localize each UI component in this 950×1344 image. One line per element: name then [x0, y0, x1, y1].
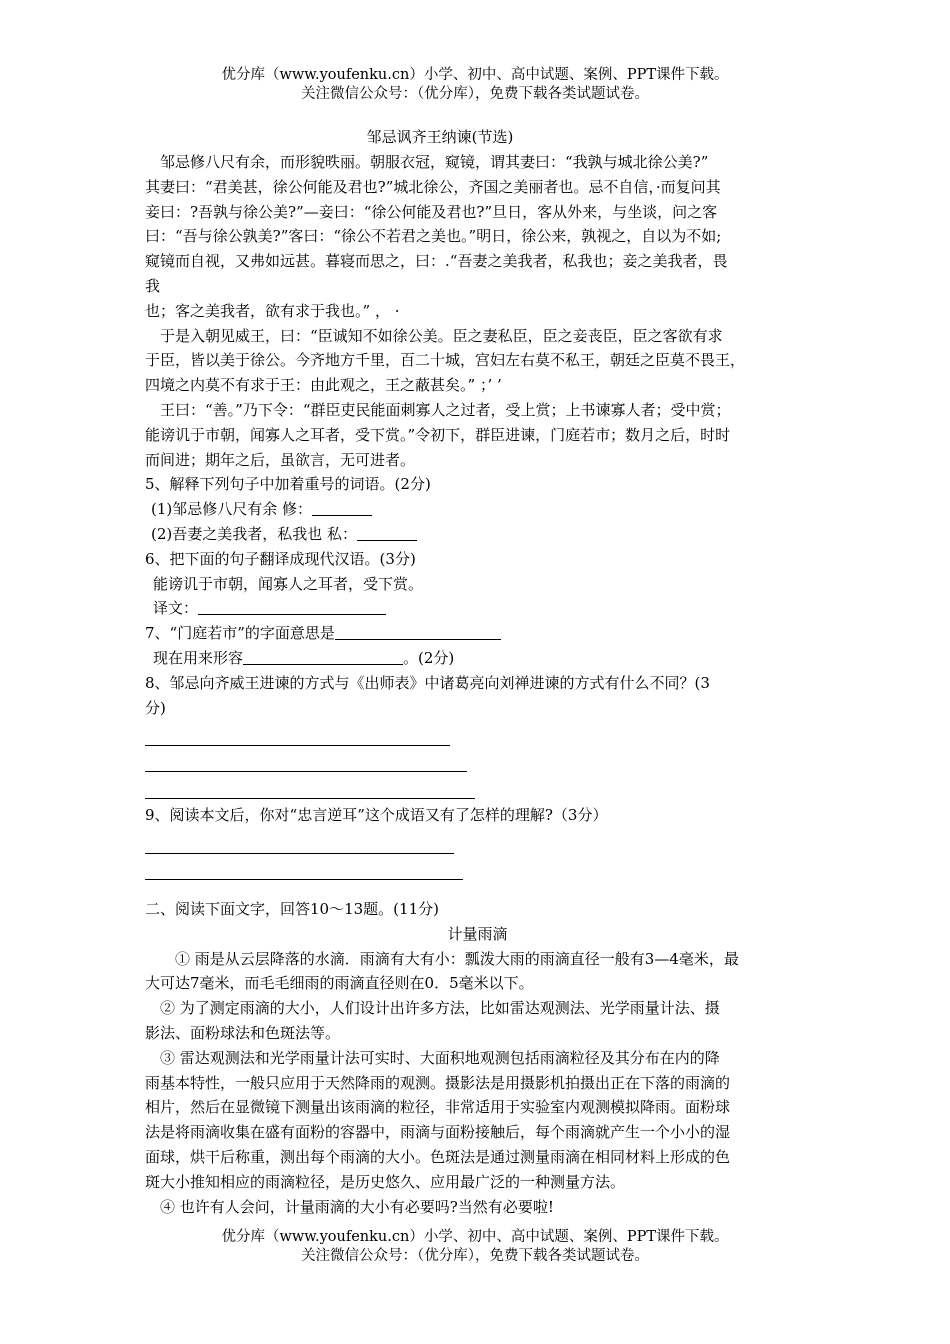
section-2-title: 计量雨滴: [447, 924, 508, 943]
question-5-2-text: (2)吾妻之美我者，私我也 私：: [151, 524, 358, 543]
passage-line: 也；客之美我者，欲有求于我也。” ， ·: [145, 301, 400, 320]
question-8-line-2: 分): [145, 698, 166, 717]
section-2-heading: 二、阅读下面文字，回答10～13题。(11分): [145, 900, 439, 918]
passage-1: [145, 150, 810, 880]
passage-line: 我: [145, 276, 161, 295]
page-header: [0, 66, 950, 104]
question-7-b-pre: 现在用来形容: [153, 648, 244, 667]
passage-line: 相片，然后在显微镜下测量出该雨滴的粒径，非常适用于实验室内观测模拟降雨。面粉球: [145, 1098, 731, 1117]
question-6-answer: [145, 596, 810, 621]
passage-line: 法是将雨滴收集在盛有面粉的容器中，雨滴与面粉接触后，每个雨滴就产生一个小小的湿: [145, 1123, 731, 1142]
question-5-1-text: (1)邹忌修八尺有余 修：: [151, 500, 313, 519]
header-line-1: 优分库（www.youfenku.cn）小学、初中、高中试题、案例、PPT课件下载。: [221, 67, 729, 83]
footer-line-2: 关注微信公众号：（优分库），免费下载各类试题试卷。: [301, 1248, 649, 1264]
passage-line: 其妻曰：“君美甚，徐公何能及君也?”城北徐公，齐国之美丽者也。忌不自信，·而复问其: [145, 177, 721, 196]
passage-line: ④ 也许有人会问，计量雨滴的大小有必要吗?当然有必要啦!: [160, 1197, 554, 1216]
question-7: [145, 621, 810, 646]
question-7-b: [145, 646, 810, 671]
passage-line: ① 雨是从云层降落的水滴．雨滴有大有小：瓢泼大雨的雨滴直径一般有3—4毫米，最: [175, 949, 739, 968]
passage-line: 雨基本特性，一般只应用于天然降雨的观测。摄影法是用摄影机拍摄出正在下落的雨滴的: [145, 1073, 731, 1092]
answer-blank[interactable]: [198, 599, 386, 615]
question-7-text: 7、“门庭若市”的字面意思是: [145, 624, 335, 643]
passage-line: 王曰：“善。”乃下令：“群臣吏民能面刺寡人之过者，受上赏；上书谏寡人者；受中赏；: [160, 400, 731, 419]
passage-line: ② 为了测定雨滴的大小，人们设计出许多方法，比如雷达观测法、光学雨量计法、摄: [160, 999, 720, 1018]
passage-line: 曰：“吾与徐公孰美?”客曰：“徐公不若君之美也。”明日，徐公来，孰视之，自以为不如;: [145, 227, 722, 246]
answer-blank[interactable]: [357, 525, 417, 541]
question-5-2: [145, 522, 810, 547]
question-5-1: [145, 497, 810, 522]
question-5: 5、解释下列句子中加着重号的词语。(2分): [145, 475, 431, 494]
passage-line: 影法、面粉球法和色斑法等。: [145, 1023, 341, 1042]
question-7-b-post: 。(2分): [403, 648, 455, 667]
header-line-2: 关注微信公众号：（优分库），免费下载各类试题试卷。: [301, 86, 649, 102]
passage-line: 于是入朝见威王，曰：“臣诚知不如徐公美。臣之妻私臣，臣之妾丧臣，臣之客欲有求: [160, 326, 723, 345]
passage-line: 面球，烘干后称重，测出每个雨滴的大小。色斑法是通过测量雨滴在相同材料上形成的色: [145, 1147, 731, 1166]
question-6-sentence: 能谤讥于市朝，闻寡人之耳者，受下赏。: [153, 574, 424, 593]
answer-line[interactable]: [145, 878, 463, 880]
passage-line: 窥镜而自视，又弗如远甚。暮寝而思之，曰：.“吾妻之美我者，私我也；妾之美我者，畏: [145, 252, 728, 271]
passage-line: 斑大小推知相应的雨滴粒径，是历史悠久、应用最广泛的一种测量方法。: [145, 1172, 626, 1191]
answer-blank[interactable]: [243, 649, 403, 665]
section-2: [145, 897, 810, 1219]
answer-blank[interactable]: [335, 624, 501, 640]
passage-line: 妾曰：?吾孰与徐公美?”—妾曰：“徐公何能及君也?”旦日，客从外来，与坐谈，问之客: [145, 202, 718, 221]
question-6: 6、把下面的句子翻译成现代汉语。(3分): [145, 549, 416, 568]
footer-line-1: 优分库（www.youfenku.cn）小学、初中、高中试题、案例、PPT课件下载。: [221, 1229, 729, 1245]
passage-line: 于臣，皆以美于徐公。今齐地方千里，百二十城，宫妇左右莫不私王，朝廷之臣莫不畏王，: [145, 351, 746, 370]
passage-line: 四境之内莫不有求于王：由此观之，王之蔽甚矣。” ；’ ’: [145, 376, 502, 395]
passage-line: ③ 雷达观测法和光学雨量计法可实时、大面积地观测包括雨滴粒径及其分布在内的降: [160, 1048, 720, 1067]
page-footer: [0, 1228, 950, 1266]
answer-blank[interactable]: [312, 500, 372, 516]
passage-line: 邹忌修八尺有余，而形貌昳丽。朝服衣冠，窥镜，谓其妻曰：“我孰与城北徐公美?”: [160, 153, 709, 171]
question-8-line-1: 8、邹忌向齐威王进谏的方式与《出师表》中诸葛亮向刘禅进谏的方式有什么不同？(3: [145, 673, 710, 692]
answer-label: 译文：: [153, 599, 199, 618]
passage-line: 大可达7毫米，而毛毛细雨的雨滴直径则在0．5毫米以下。: [145, 974, 534, 993]
passage-line: 能谤讥于市朝，闻寡人之耳者，受下赏。”令初下，群臣进谏，门庭若市；数月之后，时时: [145, 425, 731, 444]
question-9: 9、阅读本文后，你对“忠言逆耳”这个成语又有了怎样的理解?（3分）: [145, 806, 608, 825]
passage-line: 而间进；期年之后，虽欲言，无可进者。: [145, 450, 416, 469]
passage-title: 邹忌讽齐王纳谏(节选): [366, 128, 514, 146]
